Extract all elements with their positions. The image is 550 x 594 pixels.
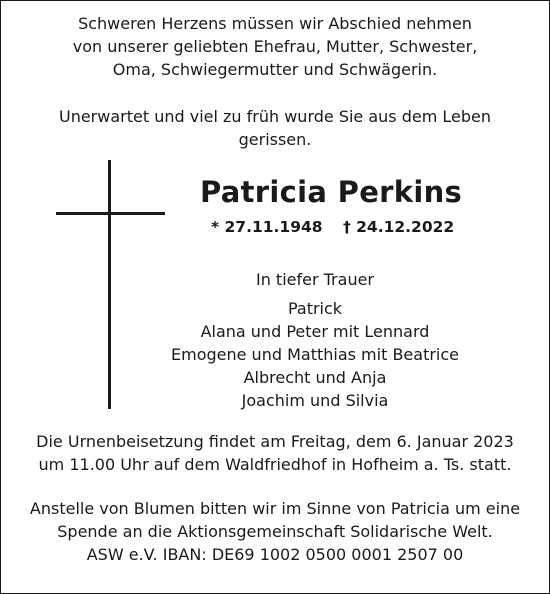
intro-line: Oma, Schwiegermutter und Schwägerin.: [112, 60, 438, 79]
death-date: † 24.12.2022: [343, 218, 455, 236]
donation-line: ASW e.V. IBAN: DE69 1002 0500 0001 2507 00: [86, 545, 464, 564]
mourner-name: Emogene und Matthias mit Beatrice: [171, 345, 459, 364]
funeral-line: um 11.00 Uhr auf dem Waldfriedhof in Hofheim a. Ts. statt.: [38, 455, 512, 474]
donation-line: Anstelle von Blumen bitten wir im Sinne von Patricia um eine: [29, 499, 521, 518]
intro2-line: gerissen.: [238, 130, 312, 149]
deceased-name: Patricia Perkins: [200, 175, 463, 209]
cross-icon-horizontal: [56, 212, 165, 215]
funeral-info: [0, 430, 550, 476]
intro-text-2: [0, 105, 550, 151]
birth-date: * 27.11.1948: [211, 218, 323, 236]
funeral-line: Die Urnenbeisetzung findet am Freitag, dem 6. Januar 2023: [36, 432, 514, 451]
cross-icon-vertical: [108, 160, 111, 409]
intro-line: von unserer geliebten Ehefrau, Mutter, Schwester,: [72, 37, 478, 56]
mourners-list: [150, 297, 480, 412]
mourner-name: Patrick: [287, 299, 343, 318]
mourner-name: Joachim und Silvia: [241, 391, 389, 410]
intro-line: Schweren Herzens müssen wir Abschied nehmen: [78, 14, 472, 33]
mourner-name: Alana und Peter mit Lennard: [200, 322, 430, 341]
intro-text: [0, 12, 550, 81]
mourning-line: In tiefer Trauer: [255, 270, 374, 289]
mourner-name: Albrecht und Anja: [243, 368, 387, 387]
intro2-line: Unerwartet und viel zu früh wurde Sie aus dem Leben: [58, 107, 492, 126]
donation-info: [0, 497, 550, 566]
donation-line: Spende an die Aktionsgemeinschaft Solidarische Welt.: [57, 522, 493, 541]
